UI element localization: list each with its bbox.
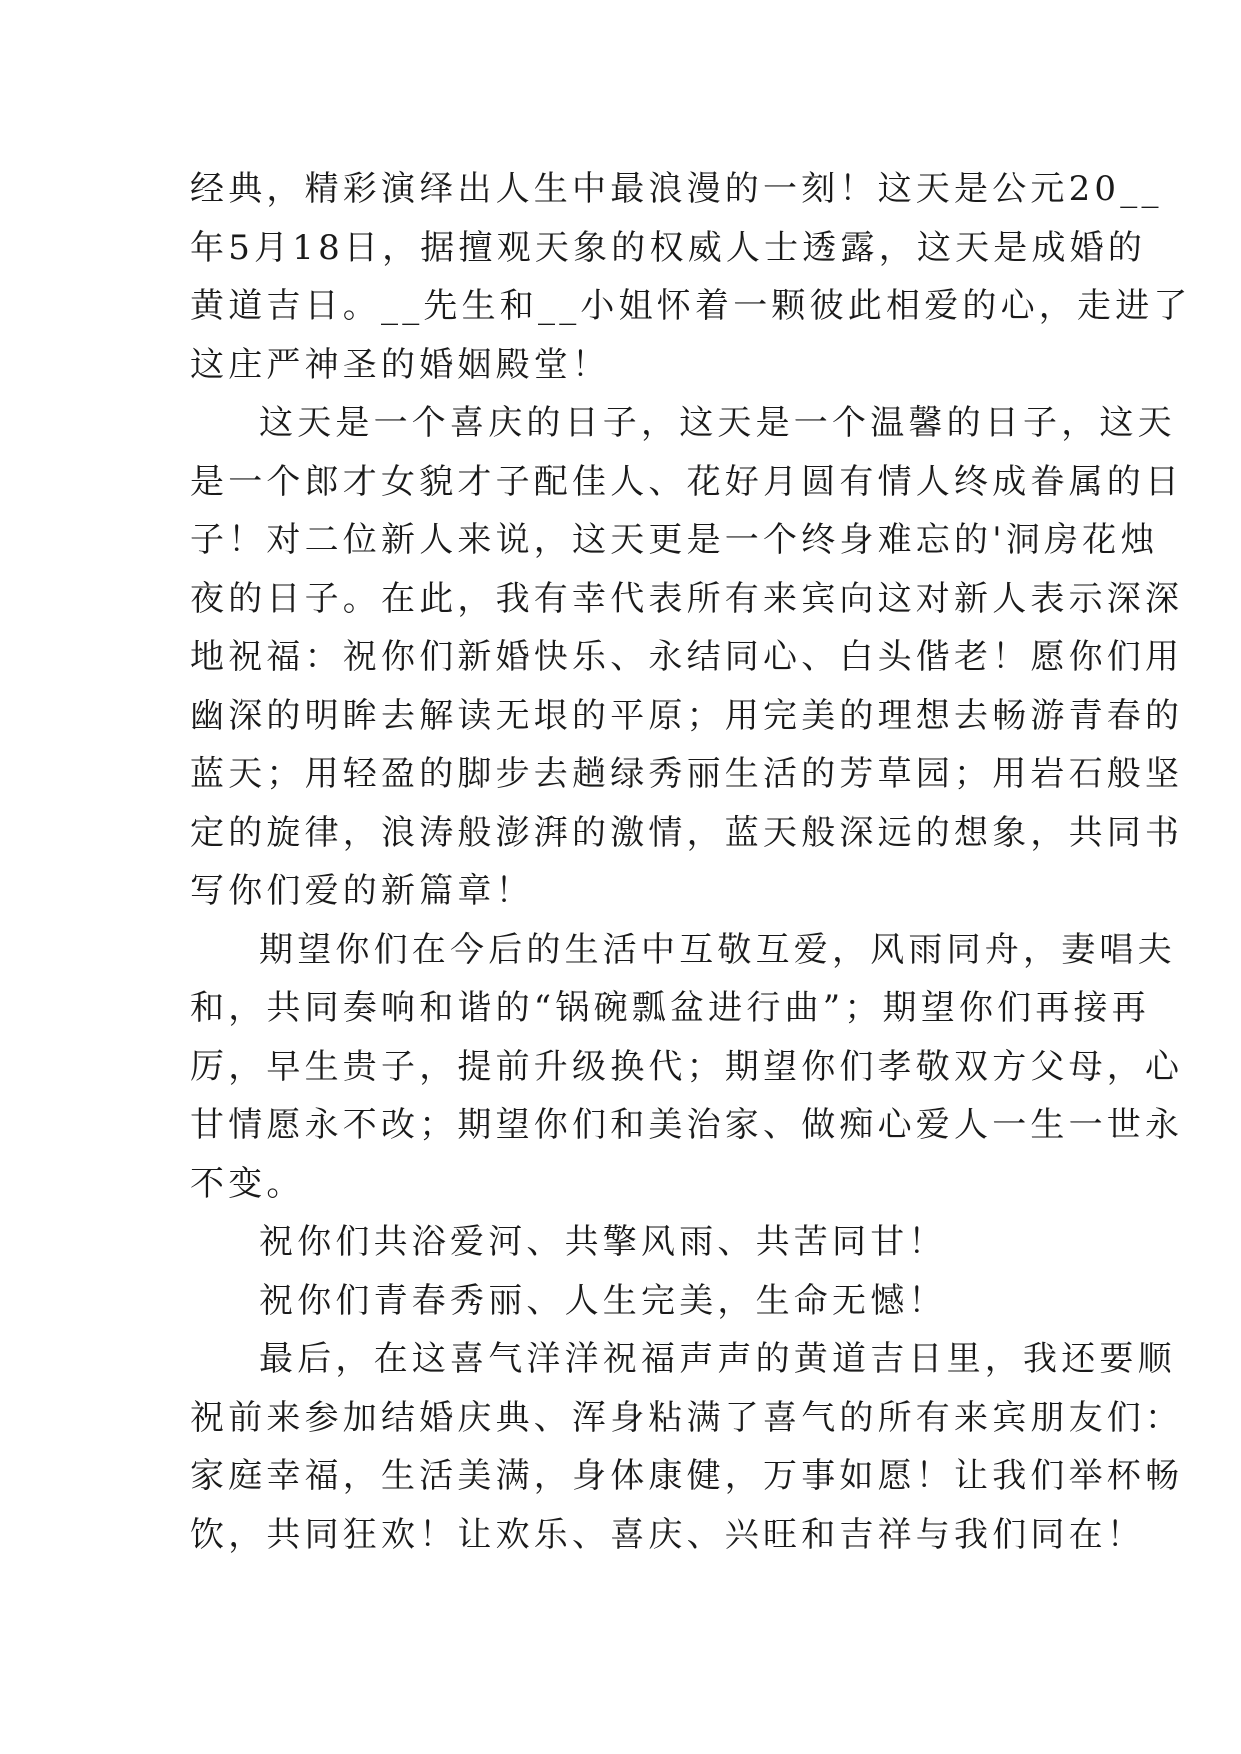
text-line: 蓝天；用轻盈的脚步去趟绿秀丽生活的芳草园；用岩石般坚	[190, 754, 1184, 794]
text-line: 子！对二位新人来说，这天更是一个终身难忘的'洞房花烛	[190, 520, 1159, 560]
text-line: 定的旋律，浪涛般澎湃的激情，蓝天般深远的想象，共同书	[190, 812, 1184, 853]
text-line: 这庄严神圣的婚姻殿堂！	[190, 344, 611, 385]
text-line: 写你们爱的新篇章！	[190, 871, 534, 911]
text-line: 是一个郎才女貌才子配佳人、花好月圆有情人终成眷属的日	[190, 461, 1184, 502]
text-line: 厉，早生贵子，提前升级换代；期望你们孝敬双方父母，心	[190, 1046, 1184, 1087]
text-line: 这天是一个喜庆的日子，这天是一个温馨的日子，这天	[259, 403, 1176, 443]
text-line: 不变。	[190, 1163, 305, 1204]
text-line: 和，共同奏响和谐的“锅碗瓢盆进行曲”；期望你们再接再	[190, 988, 1150, 1028]
text-line: 祝前来参加结婚庆典、浑身粘满了喜气的所有来宾朋友们：	[190, 1397, 1184, 1438]
text-line: 经典，精彩演绎出人生中最浪漫的一刻！这天是公元20__	[190, 169, 1163, 209]
text-line: 饮，共同狂欢！让欢乐、喜庆、兴旺和吉祥与我们同在！	[190, 1514, 1145, 1555]
text-line: 家庭幸福，生活美满，身体康健，万事如愿！让我们举杯畅	[190, 1456, 1184, 1496]
text-line: 祝你们共浴爱河、共擎风雨、共苦同甘！	[259, 1222, 947, 1262]
text-line: 最后，在这喜气洋洋祝福声声的黄道吉日里，我还要顺	[259, 1339, 1176, 1379]
text-line: 黄道吉日。__先生和__小姐怀着一颗彼此相爱的心，走进了	[190, 286, 1192, 326]
text-line: 期望你们在今后的生活中互敬互爱，风雨同舟，妻唱夫	[259, 929, 1176, 970]
text-line: 幽深的明眸去解读无垠的平原；用完美的理想去畅游青春的	[190, 695, 1184, 736]
text-line: 夜的日子。在此，我有幸代表所有来宾向这对新人表示深深	[190, 578, 1184, 619]
text-line: 甘情愿永不改；期望你们和美治家、做痴心爱人一生一世永	[190, 1105, 1184, 1145]
text-line: 年5月18日，据擅观天象的权威人士透露，这天是成婚的	[190, 227, 1147, 268]
text-line: 地祝福：祝你们新婚快乐、永结同心、白头偕老！愿你们用	[190, 637, 1184, 677]
document-body	[190, 160, 1192, 1564]
text-line: 祝你们青春秀丽、人生完美，生命无憾！	[259, 1280, 947, 1321]
